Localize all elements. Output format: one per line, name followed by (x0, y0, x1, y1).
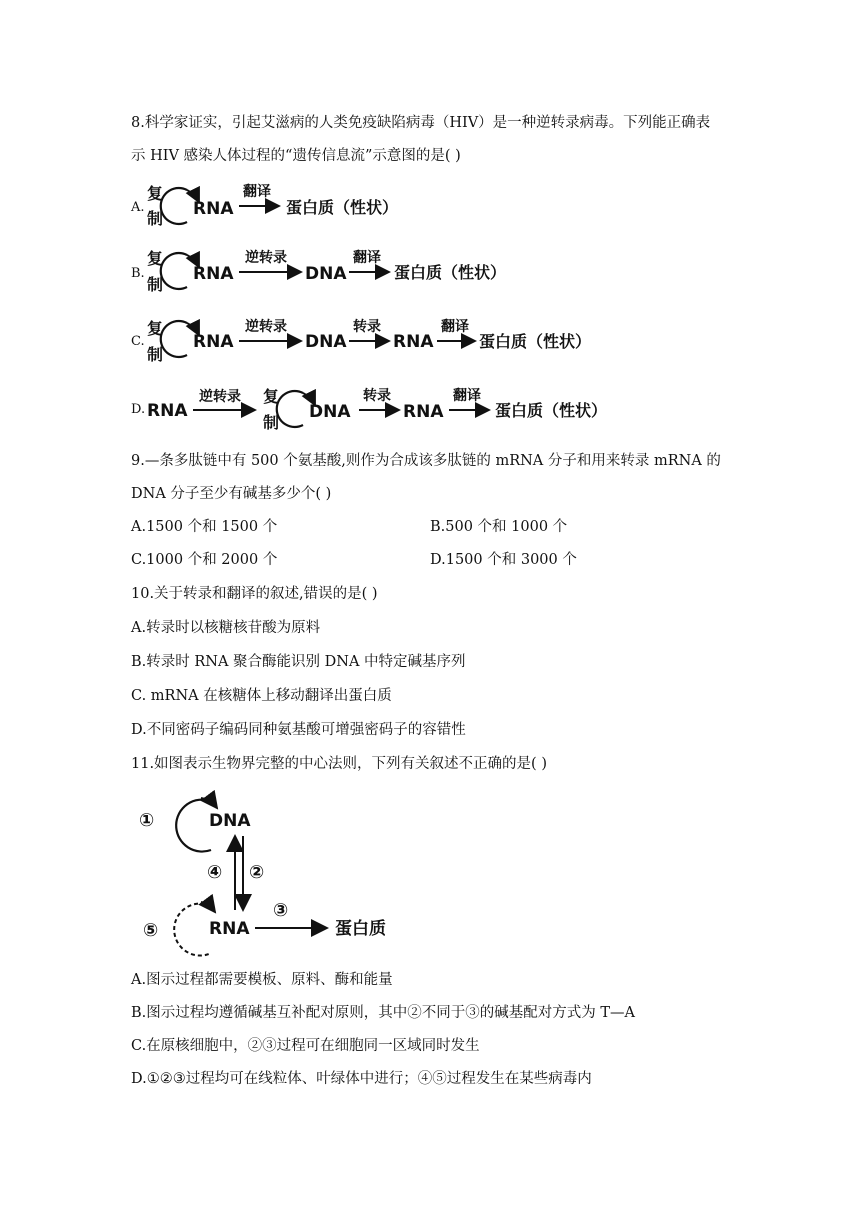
process-1-label: ① (139, 810, 155, 831)
q8-stem-line2: 示 HIV 感染人体过程的“遗传信息流”示意图的是( ) (131, 148, 461, 164)
q11-option-d[interactable]: D.①②③过程均可在线粒体、叶绿体中进行；④⑤过程发生在某些病毒内 (131, 1071, 592, 1087)
option-label: B. (131, 266, 145, 281)
protein-text: 蛋白质（性状） (479, 332, 592, 351)
q9-option-b[interactable]: B.500 个和 1000 个 (430, 519, 568, 535)
replicate-bottom: 制 (147, 345, 164, 364)
q9-option-a[interactable]: A.1500 个和 1500 个 (131, 519, 278, 535)
protein-text: 蛋白质（性状） (495, 401, 608, 420)
flow-diagram-a (131, 180, 591, 230)
option-label: C. (131, 334, 145, 349)
q10-option-b[interactable]: B.转录时 RNA 聚合酶能识别 DNA 中特定碱基序列 (131, 654, 466, 670)
option-label: D. (131, 402, 146, 417)
process-5-label: ⑤ (143, 920, 159, 941)
replication-loop-icon (161, 188, 187, 224)
q10-option-c[interactable]: C. mRNA 在核糖体上移动翻译出蛋白质 (131, 688, 392, 704)
q9-stem-line1: 9.—条多肽链中有 500 个氨基酸,则作为合成该多肽链的 mRNA 分子和用来转录 mRNA 的 (131, 453, 721, 469)
q11-option-c[interactable]: C.在原核细胞中，②③过程可在细胞同一区域同时发生 (131, 1038, 480, 1054)
rna-text-2: RNA (403, 402, 444, 422)
q9-option-d[interactable]: D.1500 个和 3000 个 (430, 552, 577, 568)
replication-loop-icon (161, 321, 187, 357)
q8-option-b[interactable] (131, 244, 591, 296)
translate-label: 翻译 (453, 388, 481, 404)
rna-text: RNA (193, 199, 234, 219)
rna-text: RNA (193, 264, 234, 284)
flow-diagram-b (131, 244, 591, 296)
q11-stem: 11.如图表示生物界完整的中心法则，下列有关叙述不正确的是( ) (131, 756, 547, 772)
replicate-bottom: 制 (263, 413, 280, 432)
q11-option-a[interactable]: A.图示过程都需要模板、原料、酶和能量 (131, 972, 393, 988)
process-2-label: ② (249, 862, 265, 883)
q10-stem: 10.关于转录和翻译的叙述,错误的是( ) (131, 586, 378, 602)
dna-replication-loop-icon (176, 800, 211, 852)
dna-text: DNA (309, 402, 351, 422)
q8-stem-line1: 8.科学家证实，引起艾滋病的人类免疫缺陷病毒（HIV）是一种逆转录病毒。下列能正确表 (131, 115, 711, 131)
q8-option-c[interactable] (131, 314, 611, 366)
replicate-top: 复 (147, 249, 164, 268)
q10-option-d[interactable]: D.不同密码子编码同种氨基酸可增强密码子的容错性 (131, 722, 466, 738)
protein-node: 蛋白质 (335, 919, 386, 939)
transcription-label: 转录 (363, 388, 391, 404)
protein-text: 蛋白质（性状） (394, 263, 507, 282)
replication-loop-icon (161, 253, 187, 289)
replicate-top: 复 (147, 184, 164, 203)
rna-text-2: RNA (393, 332, 434, 352)
translate-label: 翻译 (243, 184, 271, 200)
q9-stem-line2: DNA 分子至少有碱基多少个( ) (131, 486, 332, 502)
q10-option-a[interactable]: A.转录时以核糖核苷酸为原料 (131, 620, 321, 636)
translate-label: 翻译 (441, 319, 469, 335)
replicate-top: 复 (147, 319, 164, 338)
q8-option-a[interactable] (131, 180, 591, 230)
rna-text: RNA (193, 332, 234, 352)
q8-option-d[interactable] (131, 382, 651, 434)
rna-text: RNA (147, 401, 188, 421)
rna-replication-loop-icon (174, 904, 209, 956)
replicate-bottom: 制 (147, 209, 164, 228)
process-3-label: ③ (273, 900, 289, 921)
option-label: A. (131, 200, 145, 215)
reverse-transcription-label: 逆转录 (245, 250, 287, 266)
flow-diagram-c (131, 314, 611, 366)
protein-text: 蛋白质（性状） (286, 198, 399, 217)
process-4-label: ④ (207, 862, 223, 883)
translate-label: 翻译 (353, 250, 381, 266)
dna-text: DNA (305, 332, 347, 352)
dna-replication-arrow-icon (201, 798, 217, 808)
replicate-bottom: 制 (147, 275, 164, 294)
transcription-label: 转录 (353, 319, 381, 335)
rna-node: RNA (209, 919, 250, 939)
dna-text: DNA (305, 264, 347, 284)
dna-node: DNA (209, 811, 251, 831)
flow-diagram-d (131, 382, 651, 434)
replication-loop-icon (277, 391, 303, 427)
q9-option-c[interactable]: C.1000 个和 2000 个 (131, 552, 278, 568)
rna-replication-arrow-icon (201, 902, 215, 912)
replicate-top: 复 (263, 387, 280, 406)
reverse-transcription-label: 逆转录 (245, 319, 287, 335)
central-dogma-diagram (131, 788, 431, 958)
q11-option-b[interactable]: B.图示过程均遵循碱基互补配对原则，其中②不同于③的碱基配对方式为 T—A (131, 1005, 636, 1021)
reverse-transcription-label: 逆转录 (199, 389, 241, 405)
